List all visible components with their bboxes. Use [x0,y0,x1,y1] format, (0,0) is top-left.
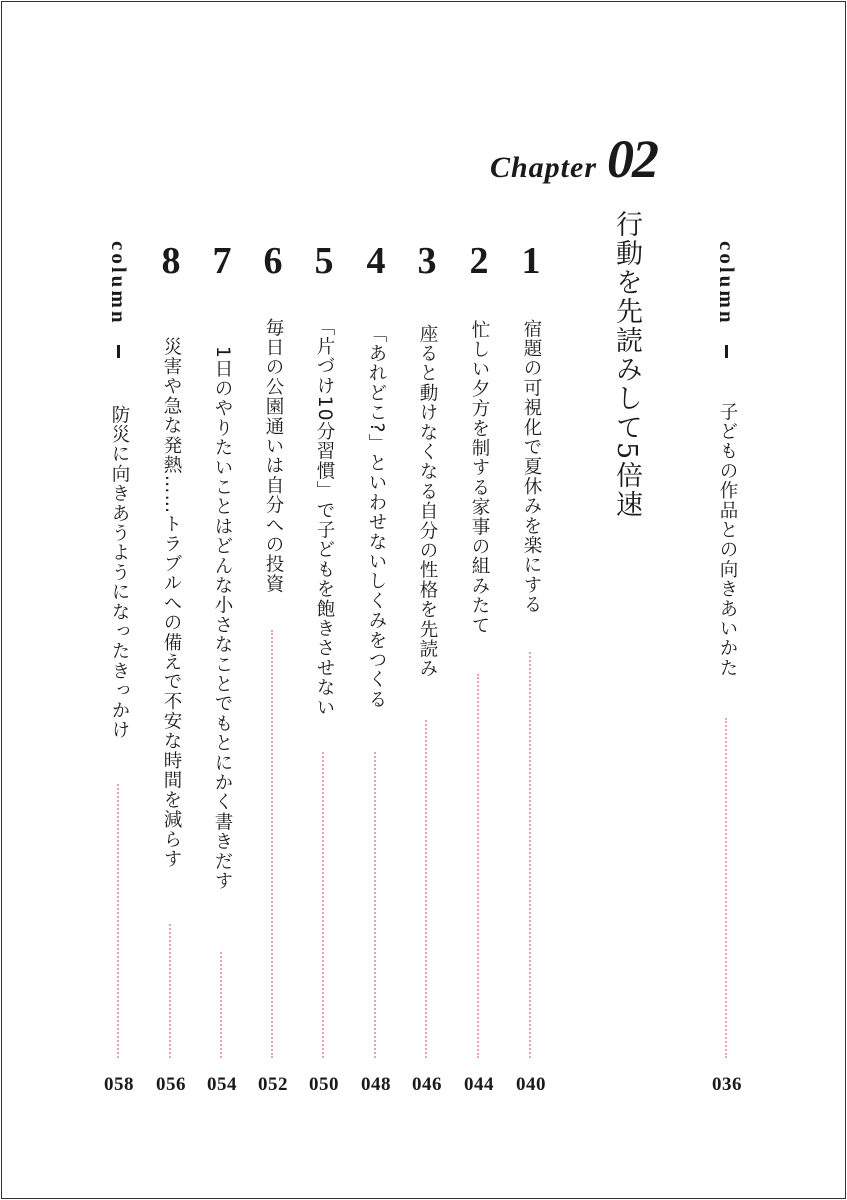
leader-dots [374,752,376,1058]
entry-title: 防災に向きあうようになったきっかけ [109,404,130,740]
entry-number: 8 [161,240,181,282]
leader-dots [725,718,727,1058]
column-label: column [715,241,739,326]
entry-title: 宿題の可視化で夏休みを楽にする [521,319,542,615]
entry-title: 「片づけ10分習慣」で子どもを飽きさせない [314,316,335,718]
entry-title: 1日のやりたいことはどんな小さなことでもとにかく書きだす [212,345,233,891]
chapter-label: Chapter [489,151,597,184]
page-number: 058 [104,1074,134,1095]
column-label: column [107,241,131,326]
entry-number: 2 [469,240,489,282]
entry-title: 座ると動けなくなる自分の性格を先読み [417,323,438,679]
entry-title: 忙しい夕方を制する家事の組みたて [469,320,490,636]
column-bar [725,345,728,358]
entry-title: 子どもの作品との向きあいかた [717,402,738,678]
leader-dots [529,652,531,1058]
column-bar [117,345,120,358]
page-number: 056 [156,1074,186,1095]
leader-dots [425,720,427,1058]
entry-number: 5 [314,240,334,282]
leader-dots [220,952,222,1058]
page-number: 046 [412,1074,442,1095]
entry-number: 6 [263,240,283,282]
chapter-title: 行動を先読みして5倍速 [611,210,642,520]
leader-dots [169,924,171,1058]
entry-title: 毎日の公園通いは自分への投資 [263,318,284,594]
leader-dots [271,630,273,1058]
entry-title: 災害や急な発熱……トラブルへの備えで不安な時間を減らす [161,337,182,869]
page-number: 052 [258,1074,288,1095]
chapter-number: 02 [607,129,657,189]
chapter-heading [490,128,657,190]
entry-number: 4 [366,240,386,282]
page-number: 036 [712,1074,742,1095]
page-number: 054 [207,1074,237,1095]
page-number: 048 [361,1074,391,1095]
entry-number: 1 [521,240,541,282]
leader-dots [477,674,479,1058]
page-number: 040 [516,1074,546,1095]
entry-number: 7 [212,240,232,282]
page-number: 050 [309,1074,339,1095]
leader-dots [322,752,324,1058]
entry-title: 「あれどこ?」といわせないしくみをつくる [366,324,387,710]
page-number: 044 [464,1074,494,1095]
leader-dots [117,784,119,1058]
entry-number: 3 [417,240,437,282]
